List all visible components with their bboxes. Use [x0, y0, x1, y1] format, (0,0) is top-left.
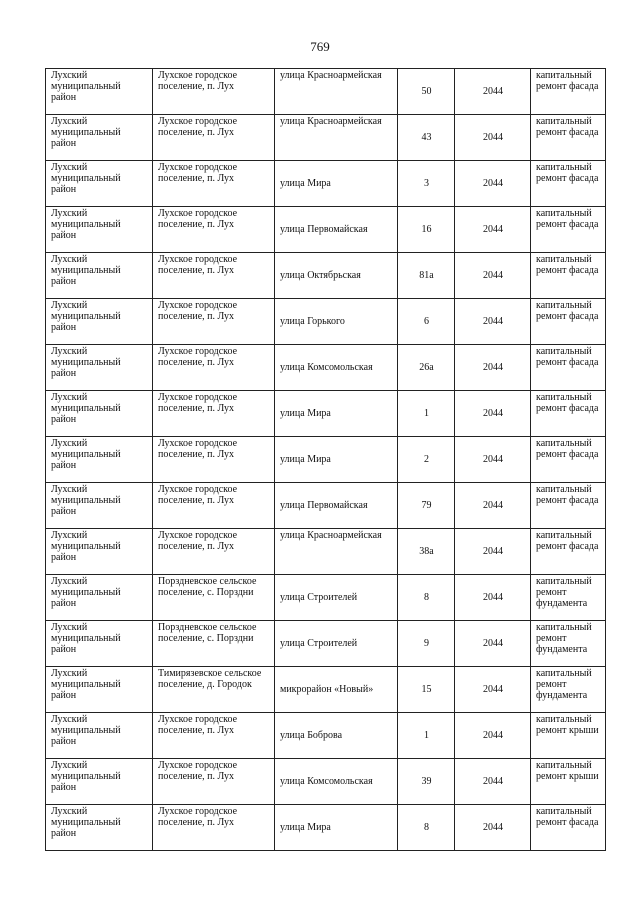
district-cell: Лухский муниципальный район — [46, 667, 153, 713]
table-row — [46, 483, 606, 529]
district-cell: Лухский муниципальный район — [46, 437, 153, 483]
buildings-table — [45, 68, 606, 851]
settlement-cell: Лухское городское поселение, п. Лух — [153, 805, 275, 851]
table-row — [46, 345, 606, 391]
settlement-cell: Лухское городское поселение, п. Лух — [153, 69, 275, 115]
street-cell: улица Мира — [275, 805, 398, 851]
house-number-cell: 39 — [398, 759, 455, 805]
house-number-cell: 79 — [398, 483, 455, 529]
district-cell: Лухский муниципальный район — [46, 299, 153, 345]
district-cell: Лухский муниципальный район — [46, 207, 153, 253]
settlement-cell: Лухское городское поселение, п. Лух — [153, 115, 275, 161]
table-row — [46, 391, 606, 437]
work-type-cell: капитальный ремонт фасада — [531, 115, 606, 161]
street-cell: улица Строителей — [275, 575, 398, 621]
settlement-cell: Лухское городское поселение, п. Лух — [153, 759, 275, 805]
district-cell: Лухский муниципальный район — [46, 391, 153, 437]
work-type-cell: капитальный ремонт фасада — [531, 161, 606, 207]
street-cell: улица Октябрьская — [275, 253, 398, 299]
district-cell: Лухский муниципальный район — [46, 161, 153, 207]
street-cell: улица Комсомольская — [275, 759, 398, 805]
table-row — [46, 805, 606, 851]
work-type-cell: капитальный ремонт крыши — [531, 713, 606, 759]
house-number-cell: 15 — [398, 667, 455, 713]
year-cell: 2044 — [455, 207, 531, 253]
work-type-cell: капитальный ремонт фасада — [531, 437, 606, 483]
year-cell: 2044 — [455, 575, 531, 621]
year-cell: 2044 — [455, 621, 531, 667]
table-row — [46, 713, 606, 759]
house-number-cell: 6 — [398, 299, 455, 345]
table-row — [46, 437, 606, 483]
year-cell: 2044 — [455, 253, 531, 299]
settlement-cell: Тимирязевское сельское поселение, д. Городок — [153, 667, 275, 713]
district-cell: Лухский муниципальный район — [46, 253, 153, 299]
table-row — [46, 759, 606, 805]
district-cell: Лухский муниципальный район — [46, 345, 153, 391]
year-cell: 2044 — [455, 437, 531, 483]
settlement-cell: Порздневское сельское поселение, с. Порздни — [153, 621, 275, 667]
street-cell: улица Красноармейская — [275, 115, 398, 161]
street-cell: улица Мира — [275, 161, 398, 207]
house-number-cell: 81а — [398, 253, 455, 299]
work-type-cell: капитальный ремонт фасада — [531, 69, 606, 115]
settlement-cell: Лухское городское поселение, п. Лух — [153, 713, 275, 759]
street-cell: улица Первомайская — [275, 207, 398, 253]
settlement-cell: Лухское городское поселение, п. Лух — [153, 345, 275, 391]
year-cell: 2044 — [455, 161, 531, 207]
table-row — [46, 667, 606, 713]
year-cell: 2044 — [455, 529, 531, 575]
street-cell: микрорайон «Новый» — [275, 667, 398, 713]
house-number-cell: 9 — [398, 621, 455, 667]
street-cell: улица Мира — [275, 391, 398, 437]
street-cell: улица Красноармейская — [275, 529, 398, 575]
year-cell: 2044 — [455, 713, 531, 759]
table-row — [46, 621, 606, 667]
street-cell: улица Строителей — [275, 621, 398, 667]
work-type-cell: капитальный ремонт фундамента — [531, 621, 606, 667]
work-type-cell: капитальный ремонт фасада — [531, 253, 606, 299]
settlement-cell: Лухское городское поселение, п. Лух — [153, 207, 275, 253]
year-cell: 2044 — [455, 391, 531, 437]
table-row — [46, 299, 606, 345]
house-number-cell: 3 — [398, 161, 455, 207]
house-number-cell: 38а — [398, 529, 455, 575]
table-row — [46, 69, 606, 115]
street-cell: улица Мира — [275, 437, 398, 483]
street-cell: улица Боброва — [275, 713, 398, 759]
work-type-cell: капитальный ремонт фасада — [531, 299, 606, 345]
district-cell: Лухский муниципальный район — [46, 805, 153, 851]
district-cell: Лухский муниципальный район — [46, 575, 153, 621]
year-cell: 2044 — [455, 115, 531, 161]
house-number-cell: 1 — [398, 713, 455, 759]
district-cell: Лухский муниципальный район — [46, 69, 153, 115]
house-number-cell: 1 — [398, 391, 455, 437]
year-cell: 2044 — [455, 345, 531, 391]
settlement-cell: Лухское городское поселение, п. Лух — [153, 483, 275, 529]
table-row — [46, 529, 606, 575]
street-cell: улица Комсомольская — [275, 345, 398, 391]
table-row — [46, 253, 606, 299]
settlement-cell: Лухское городское поселение, п. Лух — [153, 161, 275, 207]
settlement-cell: Лухское городское поселение, п. Лух — [153, 437, 275, 483]
table-row — [46, 207, 606, 253]
work-type-cell: капитальный ремонт крыши — [531, 759, 606, 805]
settlement-cell: Лухское городское поселение, п. Лух — [153, 299, 275, 345]
year-cell: 2044 — [455, 69, 531, 115]
table-body — [46, 69, 606, 851]
table-row — [46, 115, 606, 161]
settlement-cell: Лухское городское поселение, п. Лух — [153, 391, 275, 437]
settlement-cell: Лухское городское поселение, п. Лух — [153, 529, 275, 575]
district-cell: Лухский муниципальный район — [46, 115, 153, 161]
street-cell: улица Первомайская — [275, 483, 398, 529]
year-cell: 2044 — [455, 299, 531, 345]
house-number-cell: 50 — [398, 69, 455, 115]
settlement-cell: Лухское городское поселение, п. Лух — [153, 253, 275, 299]
work-type-cell: капитальный ремонт фасада — [531, 391, 606, 437]
year-cell: 2044 — [455, 667, 531, 713]
house-number-cell: 16 — [398, 207, 455, 253]
work-type-cell: капитальный ремонт фундамента — [531, 667, 606, 713]
district-cell: Лухский муниципальный район — [46, 759, 153, 805]
settlement-cell: Порздневское сельское поселение, с. Порздни — [153, 575, 275, 621]
year-cell: 2044 — [455, 805, 531, 851]
work-type-cell: капитальный ремонт фасада — [531, 345, 606, 391]
house-number-cell: 43 — [398, 115, 455, 161]
house-number-cell: 8 — [398, 575, 455, 621]
year-cell: 2044 — [455, 483, 531, 529]
table-row — [46, 575, 606, 621]
work-type-cell: капитальный ремонт фасада — [531, 483, 606, 529]
street-cell: улица Красноармейская — [275, 69, 398, 115]
district-cell: Лухский муниципальный район — [46, 621, 153, 667]
work-type-cell: капитальный ремонт фасада — [531, 529, 606, 575]
district-cell: Лухский муниципальный район — [46, 483, 153, 529]
house-number-cell: 8 — [398, 805, 455, 851]
district-cell: Лухский муниципальный район — [46, 529, 153, 575]
page-number: 769 — [310, 39, 330, 54]
work-type-cell: капитальный ремонт фасада — [531, 805, 606, 851]
district-cell: Лухский муниципальный район — [46, 713, 153, 759]
year-cell: 2044 — [455, 759, 531, 805]
house-number-cell: 2 — [398, 437, 455, 483]
work-type-cell: капитальный ремонт фундамента — [531, 575, 606, 621]
street-cell: улица Горького — [275, 299, 398, 345]
house-number-cell: 26а — [398, 345, 455, 391]
table-row — [46, 161, 606, 207]
work-type-cell: капитальный ремонт фасада — [531, 207, 606, 253]
